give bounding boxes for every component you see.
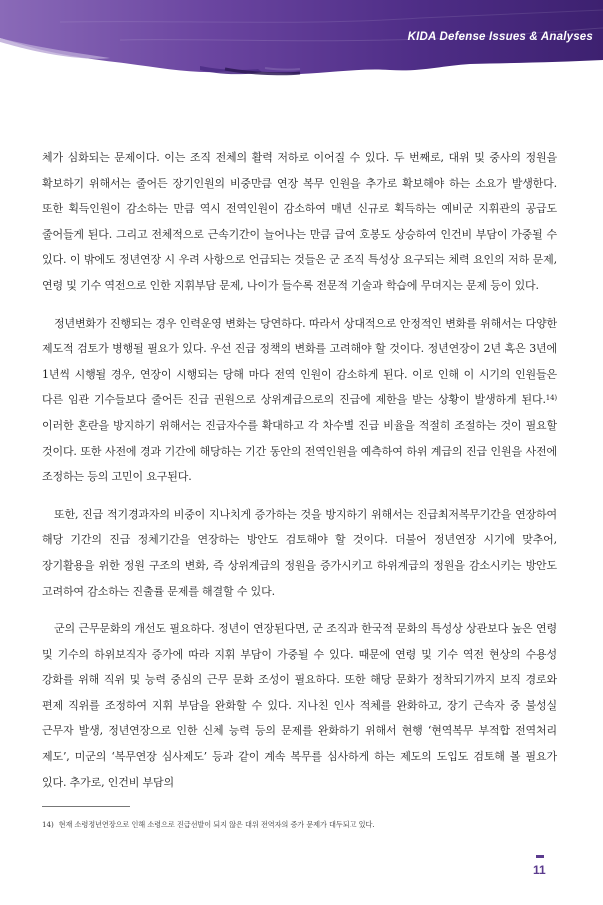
footnote-text: 현재 소령정년연장으로 인해 소령으로 진급선발이 되지 않은 대위 전역자의 증가 문제가 대두되고 있다. bbox=[58, 820, 375, 829]
footnote-divider bbox=[42, 806, 130, 807]
paragraph-1: 체가 심화되는 문제이다. 이는 조직 전체의 활력 저하로 이어질 수 있다. 두 번째로, 대위 및 중사의 정원을 확보하기 위해서는 줄어든 장기인원의 비중만큼 연장 복무 인원을 추가로 확보해야 하는 소요가 발생한다. 또한 획득인원이 감소하는 만큼 역시 전역인원이 감소하여 매년 신규로 획득하는 예비군 지휘관의 공급도 줄어들게 된다. 그리고 전체적으로 근속기간이 늘어나는 만큼 급여 호봉도 상승하여 인건비 부담이 가중될 수 있다. 이 밖에도 정년연장 시 우려 사항으로 언급되는 것들은 군 조직 특성상 요구되는 체력 요인의 저하 문제, 연령 및 기수 역전으로 인한 지휘부담 문제, 나이가 들수록 전문적 기술과 학습에 무뎌지는 문제 등이 있다. bbox=[42, 151, 557, 292]
paragraph-3: 또한, 진급 적기경과자의 비중이 지나치게 증가하는 것을 방지하기 위해서는 진급최저복무기간을 연장하여 해당 기간의 진급 정체기간을 연장하는 방안도 검토해야 할 것이다. 더불어 정년연장 시기에 맞추어, 장기활용을 위한 정원 구조의 변화, 즉 상위계급의 정원을 증가시키고 하위계급의 정원을 감소시키는 방안도 고려하여 감소하는 진출률 문제를 해결할 수 있다. bbox=[42, 507, 557, 598]
page-number-accent bbox=[536, 855, 544, 858]
paragraph-4: 군의 근무문화의 개선도 필요하다. 정년이 연장된다면, 군 조직과 한국적 문화의 특성상 상관보다 높은 연령 및 기수의 하위보직자 증가에 따라 지휘 부담이 가중될 수 있다. 때문에 연령 및 기수 역전 현상의 수용성 강화를 위해 직위 및 능력 중심의 근무 문화 조성이 필요하다. 또한 해당 문화가 정착되기까지 보직 경로와 편제 직위를 조정하여 지휘 부담을 완화할 수 있다. 지나친 인사 적체를 완화하고, 장기 근속자 중 불성실 근무자 발생, 정년연장으로 인한 신체 능력 등의 문제를 완화하기 위해서 현행 ‘현역복무 부적합 전역처리 제도’, 미군의 ‘복무연장 심사제도’ 등과 같이 계속 복무를 심사하게 하는 제도의 도입도 검토해 볼 필요가 있다. 추가로, 인건비 부담의 bbox=[42, 622, 557, 789]
header-title: KIDA Defense Issues & Analyses bbox=[407, 31, 593, 43]
paragraph-2 bbox=[42, 311, 557, 490]
page-number: 11 bbox=[533, 863, 546, 877]
paragraph-2-part-1: 정년변화가 진행되는 경우 인력운영 변화는 당연하다. 따라서 상대적으로 안정적인 변화를 위해서는 다양한 제도적 검토가 병행될 필요가 있다. 우선 진급 정책의 변화를 고려해야 할 것이다. 정년연장이 2년 혹은 3년에 1년씩 시행될 경우, 연장이 시행되는 당해 마다 전역 인원이 감소하게 된다. 이로 인해 이 시기의 인원들은 다른 임관 기수들보다 줄어든 진급 권원으로 상위계급으로의 진급에 제한을 받는 상황이 발생하게 된다. bbox=[42, 316, 557, 407]
footnote bbox=[42, 820, 557, 830]
header-band bbox=[0, 0, 603, 82]
footnote-reference[interactable]: 14) bbox=[545, 394, 557, 403]
body-text bbox=[42, 145, 557, 807]
paragraph-2-part-2: 이러한 혼란을 방지하기 위해서는 진급자수를 확대하고 각 차수별 진급 비율을 적절히 조절하는 것이 필요할 것이다. 또한 사전에 경과 기간에 해당하는 기간 동안의 전역인원을 예측하여 하위 계급의 진급 인원을 사전에 조정하는 등의 고민이 요구된다. bbox=[42, 418, 557, 484]
footnote-number: 14) bbox=[42, 820, 54, 829]
